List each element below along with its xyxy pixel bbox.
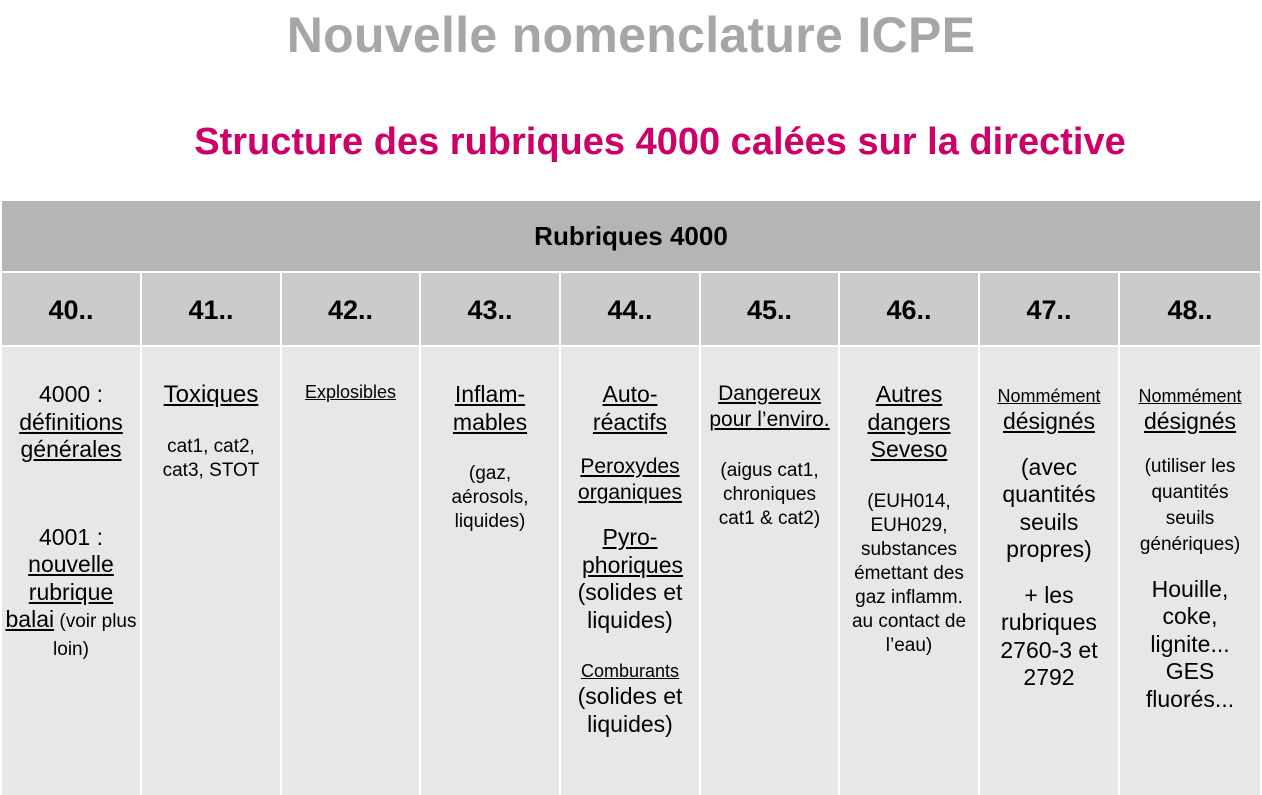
page-title: Nouvelle nomenclature ICPE (286, 7, 976, 63)
code-46: 46.. (840, 273, 978, 345)
col-45-detail: (aigus cat1, chroniques cat1 & cat2) (718, 460, 821, 529)
col-44-comburants: Comburants (580, 661, 680, 681)
col-45 (701, 347, 838, 795)
col-40-definitions: définitions générales (19, 408, 123, 462)
code-48: 48.. (1120, 273, 1260, 345)
col-41 (142, 347, 280, 795)
col-46-heading: Autres dangers Seveso (867, 381, 951, 462)
col-44-pyro: Pyro-phoriques (582, 524, 684, 578)
code-row (2, 273, 1260, 345)
code-43: 43.. (421, 273, 559, 345)
col-44-comburants-detail: (solides et liquides) (577, 683, 683, 737)
col-48-detail: (utiliser les quantités seuils génériques) (1139, 455, 1241, 555)
code-45: 45.. (701, 273, 838, 345)
col-41-detail: cat1, cat2, cat3, STOT (162, 435, 260, 481)
col-44-heading: Auto-réactifs (592, 381, 668, 435)
col-47-heading: Nommément (997, 386, 1101, 406)
col-47-detail: (avec quantités seuils propres) (1002, 453, 1096, 562)
table-header: Rubriques 4000 (2, 201, 1260, 271)
col-45-heading: Dangereux pour l’enviro. (709, 382, 830, 431)
code-40: 40.. (2, 273, 140, 345)
col-46 (840, 347, 978, 795)
col-46-detail: (EUH014, EUH029, substances émettant des gaz inflamm. au contact de l’eau) (851, 490, 967, 656)
col-43-heading: Inflam-mables (452, 381, 528, 435)
col-48-extra: Houille, coke, lignite... GES fluorés... (1145, 575, 1235, 712)
col-48-heading2: désignés (1143, 408, 1237, 434)
col-42-heading: Explosibles (304, 382, 397, 402)
col-43-detail: (gaz, aérosols, liquides) (451, 463, 529, 532)
col-44-peroxydes: Peroxydes organiques (578, 455, 682, 504)
code-42: 42.. (282, 273, 419, 345)
col-41-heading: Toxiques (163, 381, 259, 408)
col-40 (2, 347, 140, 795)
col-40-line1: 4000 : (39, 381, 103, 407)
col-47-heading2: désignés (1002, 408, 1096, 434)
col-44 (561, 347, 699, 795)
content-row (2, 347, 1260, 795)
col-48 (1120, 347, 1260, 795)
code-41: 41.. (142, 273, 280, 345)
code-44: 44.. (561, 273, 699, 345)
col-42 (282, 347, 419, 795)
col-43 (421, 347, 559, 795)
page-subtitle: Structure des rubriques 4000 calées sur la directive (194, 121, 1126, 163)
col-47 (980, 347, 1118, 795)
col-48-heading: Nommément (1138, 386, 1242, 406)
col-40-balai: nouvelle rubrique balai (5, 551, 114, 632)
col-40-balai-block (5, 551, 137, 662)
rubriques-table (2, 201, 1260, 795)
col-47-extra: + les rubriques 2760-3 et 2792 (1000, 581, 1098, 690)
code-47: 47.. (980, 273, 1118, 345)
col-40-note: (voir plus loin) (53, 611, 137, 660)
col-40-line2: 4001 : (39, 523, 103, 550)
col-44-pyro-detail: (solides et liquides) (577, 579, 683, 633)
